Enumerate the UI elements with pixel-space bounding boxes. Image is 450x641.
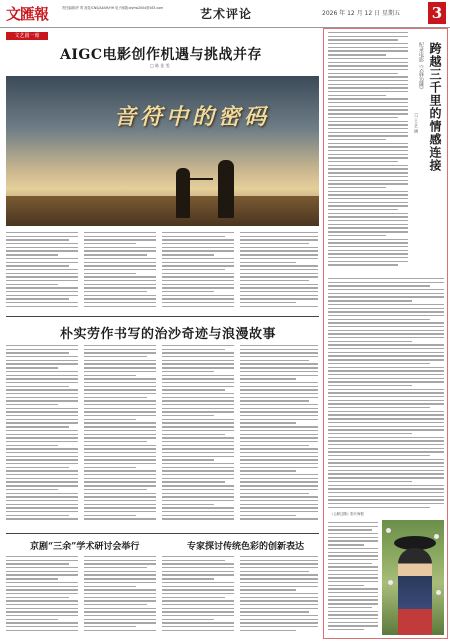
column-tag: 文艺圆一席 xyxy=(6,32,48,40)
feature-subtitle: 纪录电影《云驿边陲》 xyxy=(418,42,424,92)
photo-caption: 《云驿边陲》影片海报 xyxy=(330,512,364,516)
hero-image-title: 音符中的密码 xyxy=(114,104,271,130)
photo-person xyxy=(398,548,432,635)
article-headline-peking-opera: 京剧“三余”学术研讨会举行 xyxy=(30,542,140,552)
section-divider xyxy=(6,316,319,317)
article-headline-desert: 朴实劳作书写的治沙奇迹与浪漫故事 xyxy=(60,327,277,342)
feature-body-top xyxy=(328,32,408,272)
article1-body-col2 xyxy=(84,232,156,312)
section-divider-2 xyxy=(6,533,319,534)
flower-shape xyxy=(388,580,393,585)
flower-shape xyxy=(434,534,439,539)
masthead xyxy=(0,0,450,28)
flower-shape xyxy=(386,528,391,533)
feature-title: 跨越三千里的情感连接 xyxy=(428,42,442,172)
article1-body-col3 xyxy=(162,232,234,312)
editor-info: 责任编辑/许 莺 视觉/CNS/AASH/HH 电子邮箱:wyhw2004@163.com xyxy=(62,6,164,10)
article3-body-col2 xyxy=(84,556,156,636)
feature-body-middle xyxy=(328,278,444,516)
feature-photo xyxy=(382,520,444,635)
article2-body-col2 xyxy=(84,345,156,527)
article4-body-col2 xyxy=(240,556,318,636)
page-number: 3 xyxy=(428,2,446,24)
article3-body-col1 xyxy=(6,556,78,636)
article2-body-col3 xyxy=(162,345,234,527)
article2-body-col4 xyxy=(240,345,318,527)
feature-body-bottom xyxy=(328,522,378,634)
hero-image xyxy=(6,76,319,226)
issue-date: 2026 年 12 月 12 日 星期五 xyxy=(322,10,400,17)
trumpet-shape xyxy=(189,178,213,180)
singer-figure xyxy=(218,160,234,218)
flower-shape xyxy=(436,590,441,595)
article1-body-col4 xyxy=(240,232,318,312)
hero-ground xyxy=(6,196,319,226)
article1-body-col1 xyxy=(6,232,78,312)
article4-body-col1 xyxy=(162,556,234,636)
article-byline: □ 陈 佳 雯 xyxy=(150,63,170,68)
newspaper-logo: 文匯報 xyxy=(6,5,49,23)
article-headline-aigc: AIGC电影创作机遇与挑战并存 xyxy=(60,47,263,63)
section-title: 艺术评论 xyxy=(200,7,253,21)
trumpeter-figure xyxy=(176,168,190,218)
article2-body-col1 xyxy=(6,345,78,527)
article-headline-traditional-colors: 专家探讨传统色彩的创新表达 xyxy=(187,542,305,552)
feature-author: □ 王 艺 涵 xyxy=(414,112,419,133)
